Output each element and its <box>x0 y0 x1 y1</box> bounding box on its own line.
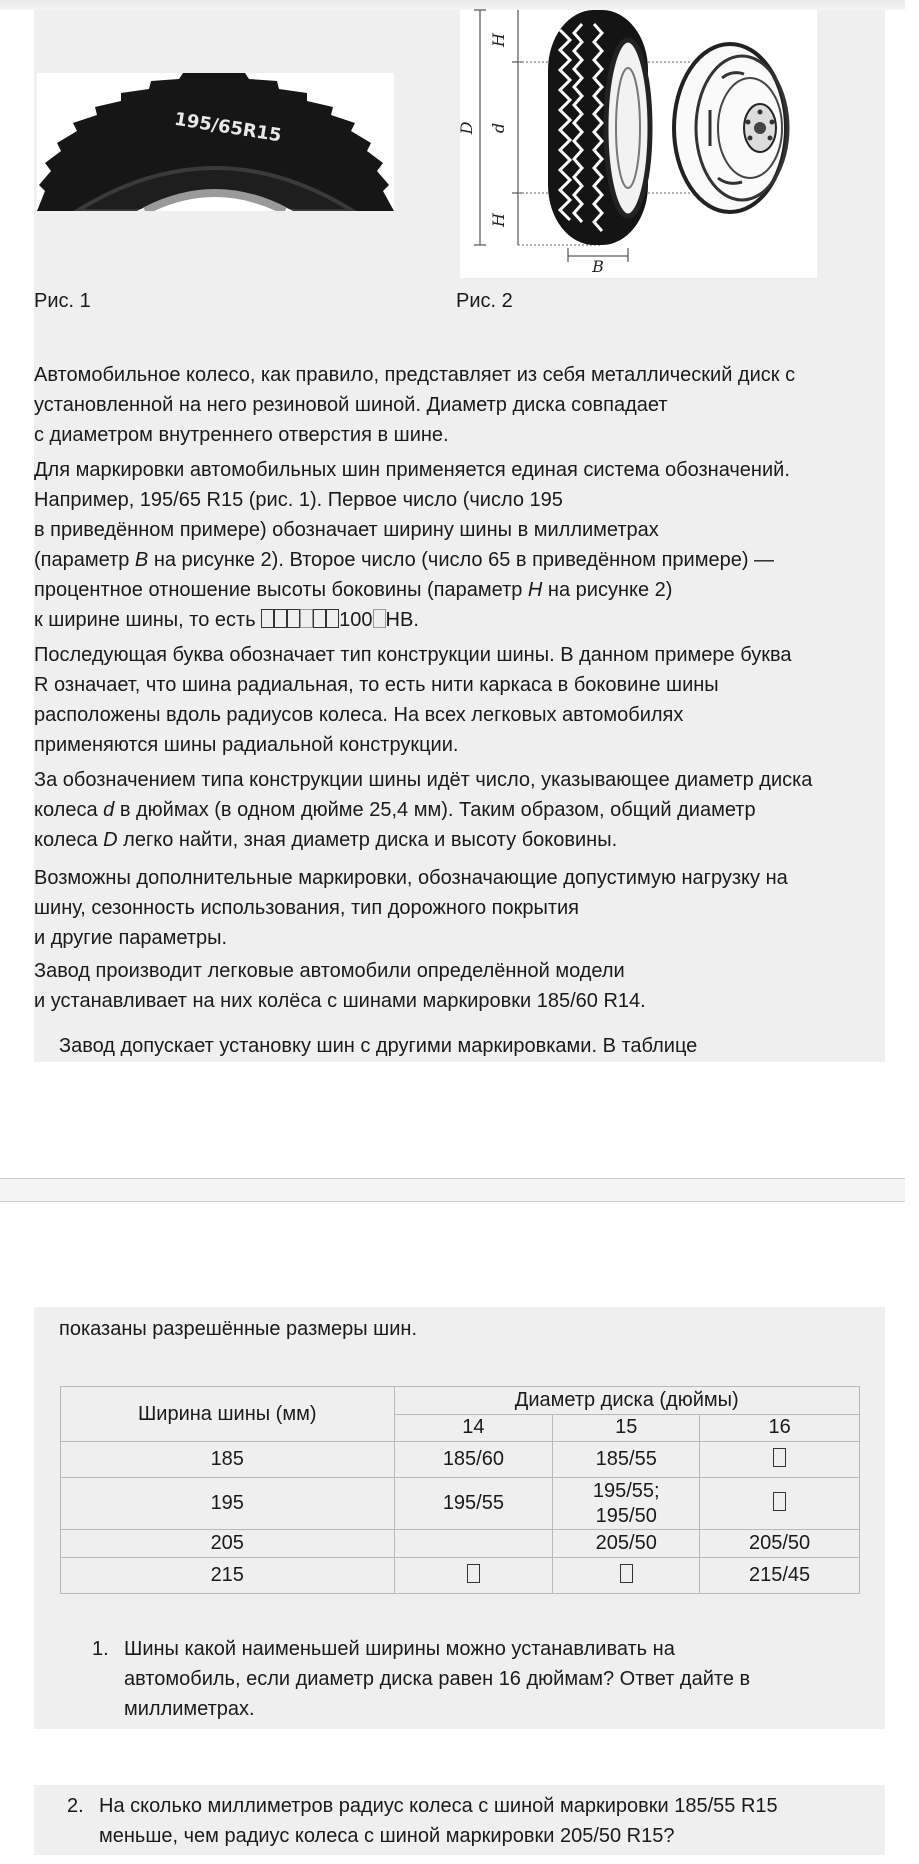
table-cell: 185/60 <box>394 1442 553 1478</box>
table-cell: 205/50 <box>700 1530 860 1558</box>
svg-text:195/65R15: 195/65R15 <box>172 108 283 147</box>
paragraph-table-intro: показаны разрешённые размеры шин. <box>59 1318 417 1340</box>
table-cell: 195/55; 195/50 <box>553 1478 700 1530</box>
table-cell <box>700 1478 860 1530</box>
paragraph-construction-type: Последующая буква обозначает тип конструкции шины. В данном примере буква R означает, что шина радиальная, то есть нити каркаса в боковине шины расположены вдоль радиусов колеса. На всех легковых автомобилях применяются шины радиальной конструкции. <box>34 644 792 756</box>
paragraph-wheel-description: Автомобильное колесо, как правило, представляет из себя металлический диск с установленной на него резиновой шиной. Диаметр диска совпадает с диаметром внутреннего отверстия в шине. <box>34 364 796 446</box>
missing-glyph-box <box>467 1564 480 1583</box>
figure-2-caption: Рис. 2 <box>456 290 513 312</box>
table-header-row <box>61 1387 860 1415</box>
table-row <box>61 1530 860 1558</box>
paragraph-allowed-markings: Завод допускает установку шин с другими маркировками. В таблице <box>59 1035 698 1057</box>
table-cell <box>700 1442 860 1478</box>
table-cell: 195 <box>61 1478 395 1530</box>
label-D: D <box>457 121 476 135</box>
header-tire-width: Ширина шины (мм) <box>61 1387 395 1442</box>
header-diameter-14: 14 <box>394 1414 553 1442</box>
question-text: На сколько миллиметров радиус колеса с шиной маркировки 185/55 R15 меньше, чем радиус колеса с шиной маркировки 205/50 R15? <box>99 1795 778 1847</box>
question-number: 1. <box>92 1638 109 1660</box>
figure-1-caption: Рис. 1 <box>34 290 91 312</box>
missing-glyph-box <box>620 1564 633 1583</box>
missing-glyph-box <box>373 609 386 628</box>
table-cell: 195/55 <box>394 1478 553 1530</box>
table-cell: 185/55 <box>553 1442 700 1478</box>
table-cell: 215/45 <box>700 1558 860 1594</box>
top-bar <box>0 0 905 10</box>
missing-glyph-box <box>261 609 274 628</box>
header-rim-diameter: Диаметр диска (дюймы) <box>394 1387 860 1415</box>
paragraph-factory: Завод производит легковые автомобили определённой модели и устанавливает на них колёса с шинами маркировки 185/60 R14. <box>34 960 646 1012</box>
paragraph-tire-marking: Для маркировки автомобильных шин применяется единая система обозначений. Например, 195/65 R15 (рис. 1). Первое число (число 195 в приведённом примере) обозначает ширину шины в миллиметрах (параметр B на рисунке 2). Второе число (число 65 в приведённом примере) — процентное отношение высоты боковины (параметр H на рисунке 2) к ширине шины, то есть 100 HB. <box>34 459 790 631</box>
missing-glyph-box <box>773 1448 786 1467</box>
header-diameter-15: 15 <box>553 1414 700 1442</box>
missing-glyph-box <box>274 609 287 628</box>
paragraph-additional-markings: Возможны дополнительные маркировки, обозначающие допустимую нагрузку на шину, сезонность использования, тип дорожного покрытия и другие параметры. <box>34 867 788 949</box>
missing-glyph-box <box>326 609 339 628</box>
tire-size-table <box>60 1386 860 1594</box>
label-B: B <box>592 257 604 276</box>
table-cell <box>394 1558 553 1594</box>
table-cell: 185 <box>61 1442 395 1478</box>
paragraph-rim-diameter: За обозначением типа конструкции шины идёт число, указывающее диаметр диска колеса d в дюймах (в одном дюйме 25,4 мм). Таким образом, общий диаметр колеса D легко найти, зная диаметр диска и высоту боковины. <box>34 769 813 851</box>
header-diameter-16: 16 <box>700 1414 860 1442</box>
table-cell: 205 <box>61 1530 395 1558</box>
missing-glyph-box <box>287 609 300 628</box>
missing-glyph-box <box>300 609 313 628</box>
label-H-top: H <box>489 33 508 47</box>
missing-glyph-box <box>313 609 326 628</box>
table-row <box>61 1478 860 1530</box>
label-H-bottom: H <box>489 213 508 227</box>
figure-2-tire-dimensions <box>457 10 817 278</box>
question-number: 2. <box>67 1795 84 1817</box>
table-cell: 215 <box>61 1558 395 1594</box>
table-cell <box>553 1558 700 1594</box>
page-separator <box>0 1178 905 1202</box>
table-cell: 205/50 <box>553 1530 700 1558</box>
table-row <box>61 1558 860 1594</box>
label-d: d <box>489 122 508 134</box>
question-text: Шины какой наименьшей ширины можно устанавливать на автомобиль, если диаметр диска равен 16 дюймам? Ответ дайте в миллиметрах. <box>124 1638 751 1720</box>
table-row <box>61 1442 860 1478</box>
figure-1-tire-marking <box>37 73 394 211</box>
missing-glyph-box <box>773 1492 786 1511</box>
table-cell <box>394 1530 553 1558</box>
